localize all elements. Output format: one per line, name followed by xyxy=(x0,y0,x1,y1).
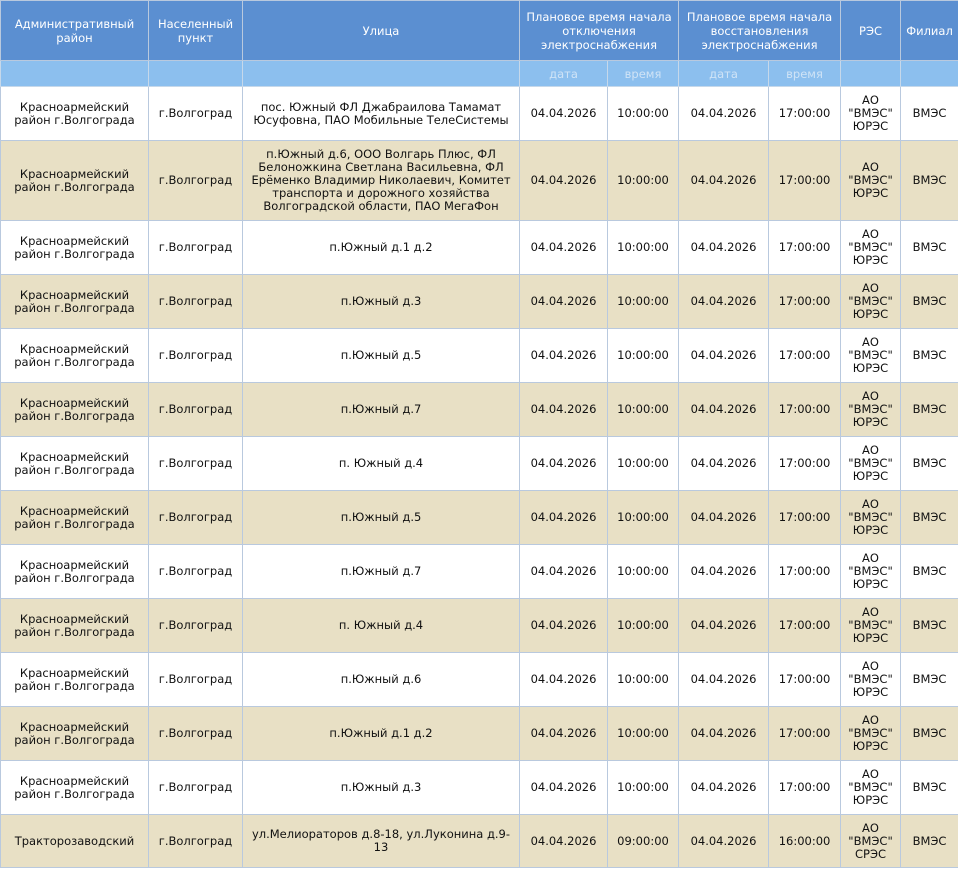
header-district: Административный район xyxy=(1,1,149,61)
cell-locality: г.Волгоград xyxy=(149,221,243,275)
cell-restore-date: 04.04.2026 xyxy=(679,383,769,437)
cell-off-date: 04.04.2026 xyxy=(520,545,608,599)
cell-restore-time: 17:00:00 xyxy=(769,545,841,599)
cell-off-date: 04.04.2026 xyxy=(520,221,608,275)
cell-off-time: 10:00:00 xyxy=(608,653,679,707)
table-row xyxy=(1,383,958,437)
cell-restore-date: 04.04.2026 xyxy=(679,707,769,761)
cell-res: АО "ВМЭС" ЮРЭС xyxy=(841,761,901,815)
cell-branch: ВМЭС xyxy=(901,653,958,707)
table-subheader-row xyxy=(1,61,958,87)
cell-off-date: 04.04.2026 xyxy=(520,275,608,329)
cell-locality: г.Волгоград xyxy=(149,545,243,599)
cell-street: п.Южный д.3 xyxy=(243,761,520,815)
cell-restore-time: 17:00:00 xyxy=(769,141,841,221)
cell-branch: ВМЭС xyxy=(901,545,958,599)
cell-locality: г.Волгоград xyxy=(149,329,243,383)
cell-restore-time: 17:00:00 xyxy=(769,437,841,491)
cell-off-date: 04.04.2026 xyxy=(520,707,608,761)
cell-restore-date: 04.04.2026 xyxy=(679,329,769,383)
subheader-off-date: дата xyxy=(520,61,608,87)
table-row xyxy=(1,653,958,707)
header-branch: Филиал xyxy=(901,1,958,61)
cell-res: АО "ВМЭС" ЮРЭС xyxy=(841,275,901,329)
cell-street: п.Южный д.5 xyxy=(243,491,520,545)
cell-street: п.Южный д.7 xyxy=(243,545,520,599)
cell-res: АО "ВМЭС" ЮРЭС xyxy=(841,653,901,707)
cell-res: АО "ВМЭС" ЮРЭС xyxy=(841,599,901,653)
cell-off-date: 04.04.2026 xyxy=(520,87,608,141)
table-row xyxy=(1,437,958,491)
cell-locality: г.Волгоград xyxy=(149,761,243,815)
header-res: РЭС xyxy=(841,1,901,61)
cell-restore-time: 16:00:00 xyxy=(769,815,841,868)
cell-off-date: 04.04.2026 xyxy=(520,383,608,437)
cell-restore-date: 04.04.2026 xyxy=(679,491,769,545)
cell-res: АО "ВМЭС" ЮРЭС xyxy=(841,221,901,275)
cell-district: Красноармейский район г.Волгограда xyxy=(1,545,149,599)
cell-res: АО "ВМЭС" ЮРЭС xyxy=(841,707,901,761)
cell-locality: г.Волгоград xyxy=(149,437,243,491)
cell-branch: ВМЭС xyxy=(901,707,958,761)
cell-district: Красноармейский район г.Волгограда xyxy=(1,87,149,141)
cell-off-time: 10:00:00 xyxy=(608,491,679,545)
cell-street: п.Южный д.7 xyxy=(243,383,520,437)
cell-restore-date: 04.04.2026 xyxy=(679,437,769,491)
subheader-empty xyxy=(149,61,243,87)
cell-locality: г.Волгоград xyxy=(149,815,243,868)
cell-off-date: 04.04.2026 xyxy=(520,437,608,491)
table-row xyxy=(1,141,958,221)
table-row xyxy=(1,599,958,653)
cell-locality: г.Волгоград xyxy=(149,87,243,141)
cell-district: Красноармейский район г.Волгограда xyxy=(1,383,149,437)
subheader-empty xyxy=(901,61,958,87)
cell-off-time: 10:00:00 xyxy=(608,141,679,221)
cell-off-date: 04.04.2026 xyxy=(520,761,608,815)
cell-district: Тракторозаводский xyxy=(1,815,149,868)
cell-street: пос. Южный ФЛ Джабраилова Тамамат Юсуфовна, ПАО Мобильные ТелеСистемы xyxy=(243,87,520,141)
cell-street: п.Южный д.6, ООО Волгарь Плюс, ФЛ Белоножкина Светлана Васильевна, ФЛ Ерёменко Владимир Николаевич, Комитет транспорта и дорожного хозяйства Волгоградской области, ПАО МегаФон xyxy=(243,141,520,221)
table-row xyxy=(1,761,958,815)
cell-district: Красноармейский район г.Волгограда xyxy=(1,329,149,383)
cell-res: АО "ВМЭС" ЮРЭС xyxy=(841,545,901,599)
cell-street: п.Южный д.1 д.2 xyxy=(243,221,520,275)
cell-restore-date: 04.04.2026 xyxy=(679,545,769,599)
cell-off-time: 10:00:00 xyxy=(608,707,679,761)
cell-restore-date: 04.04.2026 xyxy=(679,221,769,275)
cell-off-time: 10:00:00 xyxy=(608,437,679,491)
header-locality: Населенный пункт xyxy=(149,1,243,61)
cell-off-date: 04.04.2026 xyxy=(520,653,608,707)
cell-street: ул.Мелиораторов д.8-18, ул.Луконина д.9-13 xyxy=(243,815,520,868)
cell-branch: ВМЭС xyxy=(901,383,958,437)
cell-off-time: 10:00:00 xyxy=(608,383,679,437)
cell-restore-time: 17:00:00 xyxy=(769,761,841,815)
cell-restore-time: 17:00:00 xyxy=(769,329,841,383)
cell-res: АО "ВМЭС" ЮРЭС xyxy=(841,437,901,491)
table-row xyxy=(1,87,958,141)
cell-res: АО "ВМЭС" ЮРЭС xyxy=(841,329,901,383)
header-off-time: Плановое время начала отключения электроснабжения xyxy=(520,1,679,61)
cell-branch: ВМЭС xyxy=(901,275,958,329)
cell-restore-time: 17:00:00 xyxy=(769,653,841,707)
cell-restore-time: 17:00:00 xyxy=(769,275,841,329)
cell-street: п.Южный д.5 xyxy=(243,329,520,383)
cell-off-time: 10:00:00 xyxy=(608,545,679,599)
cell-restore-time: 17:00:00 xyxy=(769,491,841,545)
cell-district: Красноармейский район г.Волгограда xyxy=(1,599,149,653)
cell-off-time: 10:00:00 xyxy=(608,87,679,141)
cell-restore-date: 04.04.2026 xyxy=(679,275,769,329)
cell-locality: г.Волгоград xyxy=(149,491,243,545)
cell-district: Красноармейский район г.Волгограда xyxy=(1,707,149,761)
cell-off-date: 04.04.2026 xyxy=(520,329,608,383)
cell-res: АО "ВМЭС" ЮРЭС xyxy=(841,87,901,141)
cell-restore-date: 04.04.2026 xyxy=(679,761,769,815)
cell-street: п.Южный д.3 xyxy=(243,275,520,329)
cell-locality: г.Волгоград xyxy=(149,383,243,437)
table-row xyxy=(1,329,958,383)
cell-off-time: 10:00:00 xyxy=(608,329,679,383)
cell-branch: ВМЭС xyxy=(901,815,958,868)
subheader-restore-time: время xyxy=(769,61,841,87)
cell-locality: г.Волгоград xyxy=(149,707,243,761)
cell-off-time: 10:00:00 xyxy=(608,221,679,275)
cell-off-date: 04.04.2026 xyxy=(520,491,608,545)
cell-branch: ВМЭС xyxy=(901,141,958,221)
cell-branch: ВМЭС xyxy=(901,599,958,653)
cell-restore-date: 04.04.2026 xyxy=(679,599,769,653)
header-restore-time: Плановое время начала восстановления электроснабжения xyxy=(679,1,841,61)
table-row xyxy=(1,545,958,599)
table-row xyxy=(1,491,958,545)
cell-branch: ВМЭС xyxy=(901,329,958,383)
table-row xyxy=(1,275,958,329)
cell-district: Красноармейский район г.Волгограда xyxy=(1,761,149,815)
cell-restore-date: 04.04.2026 xyxy=(679,653,769,707)
cell-res: АО "ВМЭС" СРЭС xyxy=(841,815,901,868)
table-row xyxy=(1,707,958,761)
cell-branch: ВМЭС xyxy=(901,491,958,545)
subheader-empty xyxy=(1,61,149,87)
cell-off-date: 04.04.2026 xyxy=(520,141,608,221)
subheader-empty xyxy=(841,61,901,87)
cell-district: Красноармейский район г.Волгограда xyxy=(1,491,149,545)
cell-off-time: 10:00:00 xyxy=(608,761,679,815)
cell-restore-date: 04.04.2026 xyxy=(679,815,769,868)
cell-restore-time: 17:00:00 xyxy=(769,707,841,761)
header-street: Улица xyxy=(243,1,520,61)
cell-district: Красноармейский район г.Волгограда xyxy=(1,275,149,329)
cell-locality: г.Волгоград xyxy=(149,275,243,329)
cell-restore-time: 17:00:00 xyxy=(769,599,841,653)
cell-district: Красноармейский район г.Волгограда xyxy=(1,141,149,221)
cell-street: п.Южный д.6 xyxy=(243,653,520,707)
cell-off-time: 10:00:00 xyxy=(608,275,679,329)
subheader-restore-date: дата xyxy=(679,61,769,87)
cell-res: АО "ВМЭС" ЮРЭС xyxy=(841,383,901,437)
cell-district: Красноармейский район г.Волгограда xyxy=(1,221,149,275)
cell-branch: ВМЭС xyxy=(901,221,958,275)
cell-off-time: 09:00:00 xyxy=(608,815,679,868)
cell-street: п. Южный д.4 xyxy=(243,437,520,491)
cell-off-date: 04.04.2026 xyxy=(520,599,608,653)
cell-locality: г.Волгоград xyxy=(149,599,243,653)
cell-restore-time: 17:00:00 xyxy=(769,87,841,141)
cell-district: Красноармейский район г.Волгограда xyxy=(1,653,149,707)
cell-restore-date: 04.04.2026 xyxy=(679,87,769,141)
table-header-row xyxy=(1,1,958,61)
table-row xyxy=(1,221,958,275)
cell-restore-time: 17:00:00 xyxy=(769,383,841,437)
cell-branch: ВМЭС xyxy=(901,437,958,491)
cell-off-time: 10:00:00 xyxy=(608,599,679,653)
cell-branch: ВМЭС xyxy=(901,761,958,815)
cell-branch: ВМЭС xyxy=(901,87,958,141)
subheader-empty xyxy=(243,61,520,87)
cell-district: Красноармейский район г.Волгограда xyxy=(1,437,149,491)
cell-off-date: 04.04.2026 xyxy=(520,815,608,868)
table-row xyxy=(1,815,958,868)
subheader-off-time: время xyxy=(608,61,679,87)
cell-locality: г.Волгоград xyxy=(149,653,243,707)
cell-street: п. Южный д.4 xyxy=(243,599,520,653)
cell-restore-date: 04.04.2026 xyxy=(679,141,769,221)
cell-res: АО "ВМЭС" ЮРЭС xyxy=(841,491,901,545)
table-body xyxy=(1,87,958,868)
cell-locality: г.Волгоград xyxy=(149,141,243,221)
cell-restore-time: 17:00:00 xyxy=(769,221,841,275)
cell-res: АО "ВМЭС" ЮРЭС xyxy=(841,141,901,221)
cell-street: п.Южный д.1 д.2 xyxy=(243,707,520,761)
